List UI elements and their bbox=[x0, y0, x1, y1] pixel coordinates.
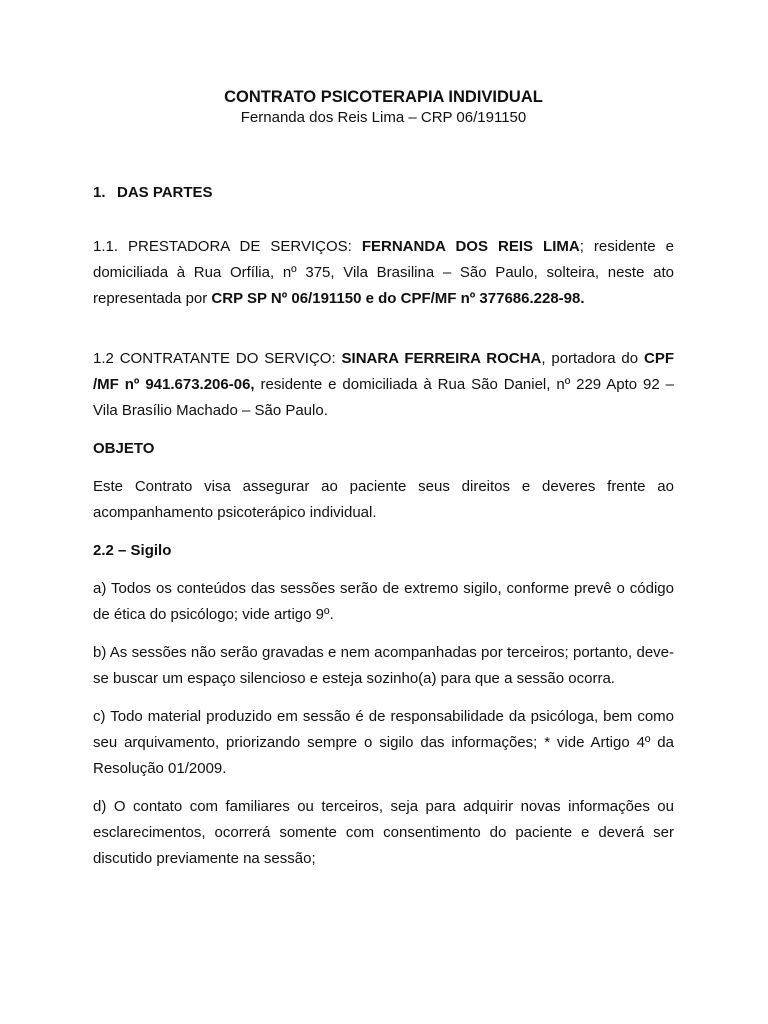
clause-prefix: 1.2 CONTRATANTE DO SERVIÇO: bbox=[93, 350, 342, 367]
clause-1-2 bbox=[93, 346, 674, 424]
document-title: CONTRATO PSICOTERAPIA INDIVIDUAL bbox=[224, 88, 543, 106]
clause-middle: ; residente e domiciliada à Rua Orfília, nº 375, Vila Brasilina – São Paulo, solteira, neste ato representada por bbox=[93, 238, 675, 307]
clause-middle: , portadora do bbox=[541, 350, 644, 367]
objeto-text: Este Contrato visa assegurar ao paciente seus direitos e deveres frente ao acompanhamento psicoterápico individual. bbox=[93, 478, 674, 521]
provider-registration: CRP SP Nº 06/191150 e do CPF/MF nº 377686.228-98. bbox=[211, 290, 585, 307]
section-number: 1. bbox=[93, 184, 106, 201]
section-title: DAS PARTES bbox=[117, 184, 213, 201]
sigilo-item-a: a) Todos os conteúdos das sessões serão de extremo sigilo, conforme prevê o código de ética do psicólogo; vide artigo 9º. bbox=[93, 580, 674, 623]
sigilo-item-b: b) As sessões não serão gravadas e nem acompanhadas por terceiros; portanto, deve-se buscar um espaço silencioso e esteja sozinho(a) para que a sessão ocorra. bbox=[93, 644, 674, 687]
section-heading-das-partes bbox=[93, 180, 674, 206]
client-cpf: CPF /MF nº 941.673.206-06, bbox=[93, 350, 674, 393]
clause-prefix: 1.1. PRESTADORA DE SERVIÇOS: bbox=[93, 238, 362, 255]
sigilo-heading: 2.2 – Sigilo bbox=[93, 542, 172, 559]
clause-1-1 bbox=[93, 234, 674, 312]
sigilo-item-c: c) Todo material produzido em sessão é de responsabilidade da psicóloga, bem como seu arquivamento, priorizando sempre o sigilo das informações; * vide Artigo 4º da Resolução 01/2009. bbox=[93, 708, 674, 777]
client-name: SINARA FERREIRA ROCHA bbox=[341, 350, 542, 367]
document-body bbox=[93, 86, 674, 872]
sigilo-item-d: d) O contato com familiares ou terceiros, seja para adquirir novas informações ou esclarecimentos, ocorrerá somente com consentimento do paciente e deverá ser discutido previamente na sessão; bbox=[93, 798, 674, 867]
provider-name: FERNANDA DOS REIS LIMA bbox=[361, 238, 580, 255]
objeto-heading: OBJETO bbox=[93, 440, 155, 457]
clause-suffix: residente e domiciliada à Rua São Daniel, nº 229 Apto 92 – Vila Brasílio Machado – São Paulo. bbox=[93, 376, 674, 419]
document-subtitle: Fernanda dos Reis Lima – CRP 06/191150 bbox=[240, 109, 527, 126]
